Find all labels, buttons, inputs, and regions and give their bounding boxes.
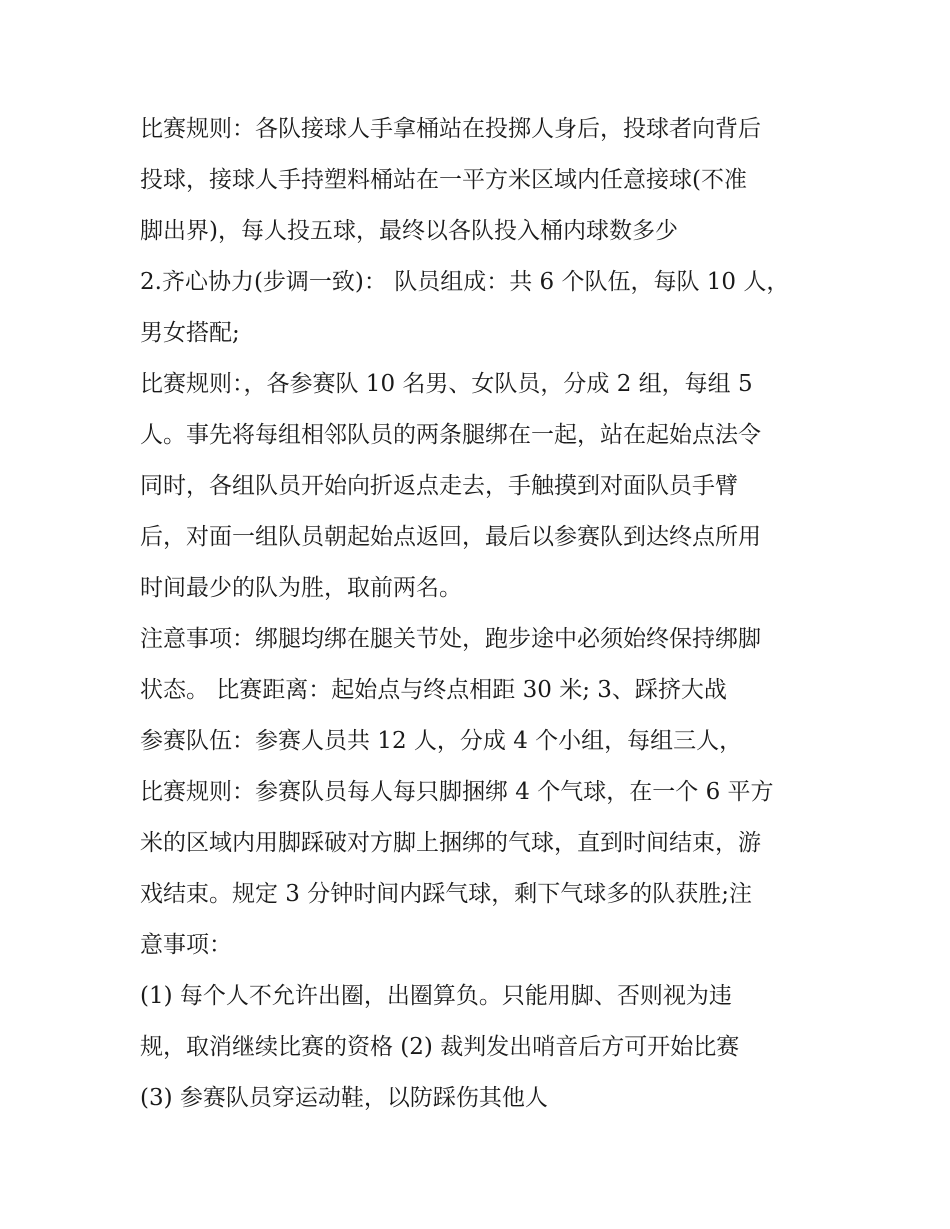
- text-line: 后，对面一组队员朝起始点返回，最后以参赛队到达终点所用: [140, 524, 761, 550]
- text-line: 状态。 比赛距离：起始点与终点相距 30 米; 3、踩挤大战: [140, 677, 727, 703]
- text-line: (1) 每个人不允许出圈，出圈算负。只能用脚、否则视为违: [140, 983, 732, 1009]
- text-line: 脚出界)，每人投五球，最终以各队投入桶内球数多少: [140, 218, 678, 244]
- text-line: 时间最少的队为胜，取前两名。: [140, 575, 462, 601]
- text-line: 戏结束。规定 3 分钟时间内踩气球，剩下气球多的队获胜;注: [140, 881, 753, 907]
- text-line: (3) 参赛队员穿运动鞋，以防踩伤其他人: [140, 1085, 548, 1111]
- text-line: 米的区域内用脚踩破对方脚上捆绑的气球，直到时间结束，游: [140, 830, 761, 856]
- text-line: 2.齐心协力(步调一致)： 队员组成：共 6 个队伍，每队 10 人，: [140, 269, 790, 295]
- text-line: 同时，各组队员开始向折返点走去，手触摸到对面队员手臂: [140, 473, 738, 499]
- text-line: 参赛队伍：参赛人员共 12 人，分成 4 个小组，每组三人，: [140, 728, 743, 754]
- document-body: [140, 104, 830, 1124]
- text-line: 比赛规则：，各参赛队 10 名男、女队员，分成 2 组，每组 5: [140, 371, 753, 397]
- text-line: 比赛规则：参赛队员每人每只脚捆绑 4 个气球，在一个 6 平方: [140, 779, 774, 805]
- text-line: 注意事项：绑腿均绑在腿关节处，跑步途中必须始终保持绑脚: [140, 626, 761, 652]
- text-line: 人。事先将每组相邻队员的两条腿绑在一起，站在起始点法令: [140, 422, 761, 448]
- text-line: 男女搭配;: [140, 320, 240, 346]
- text-line: 规，取消继续比赛的资格 (2) 裁判发出哨音后方可开始比赛: [140, 1034, 740, 1060]
- text-line: 意事项：: [140, 932, 232, 958]
- text-line: 比赛规则：各队接球人手拿桶站在投掷人身后，投球者向背后: [140, 116, 761, 142]
- text-line: 投球，接球人手持塑料桶站在一平方米区域内任意接球(不准: [140, 167, 747, 193]
